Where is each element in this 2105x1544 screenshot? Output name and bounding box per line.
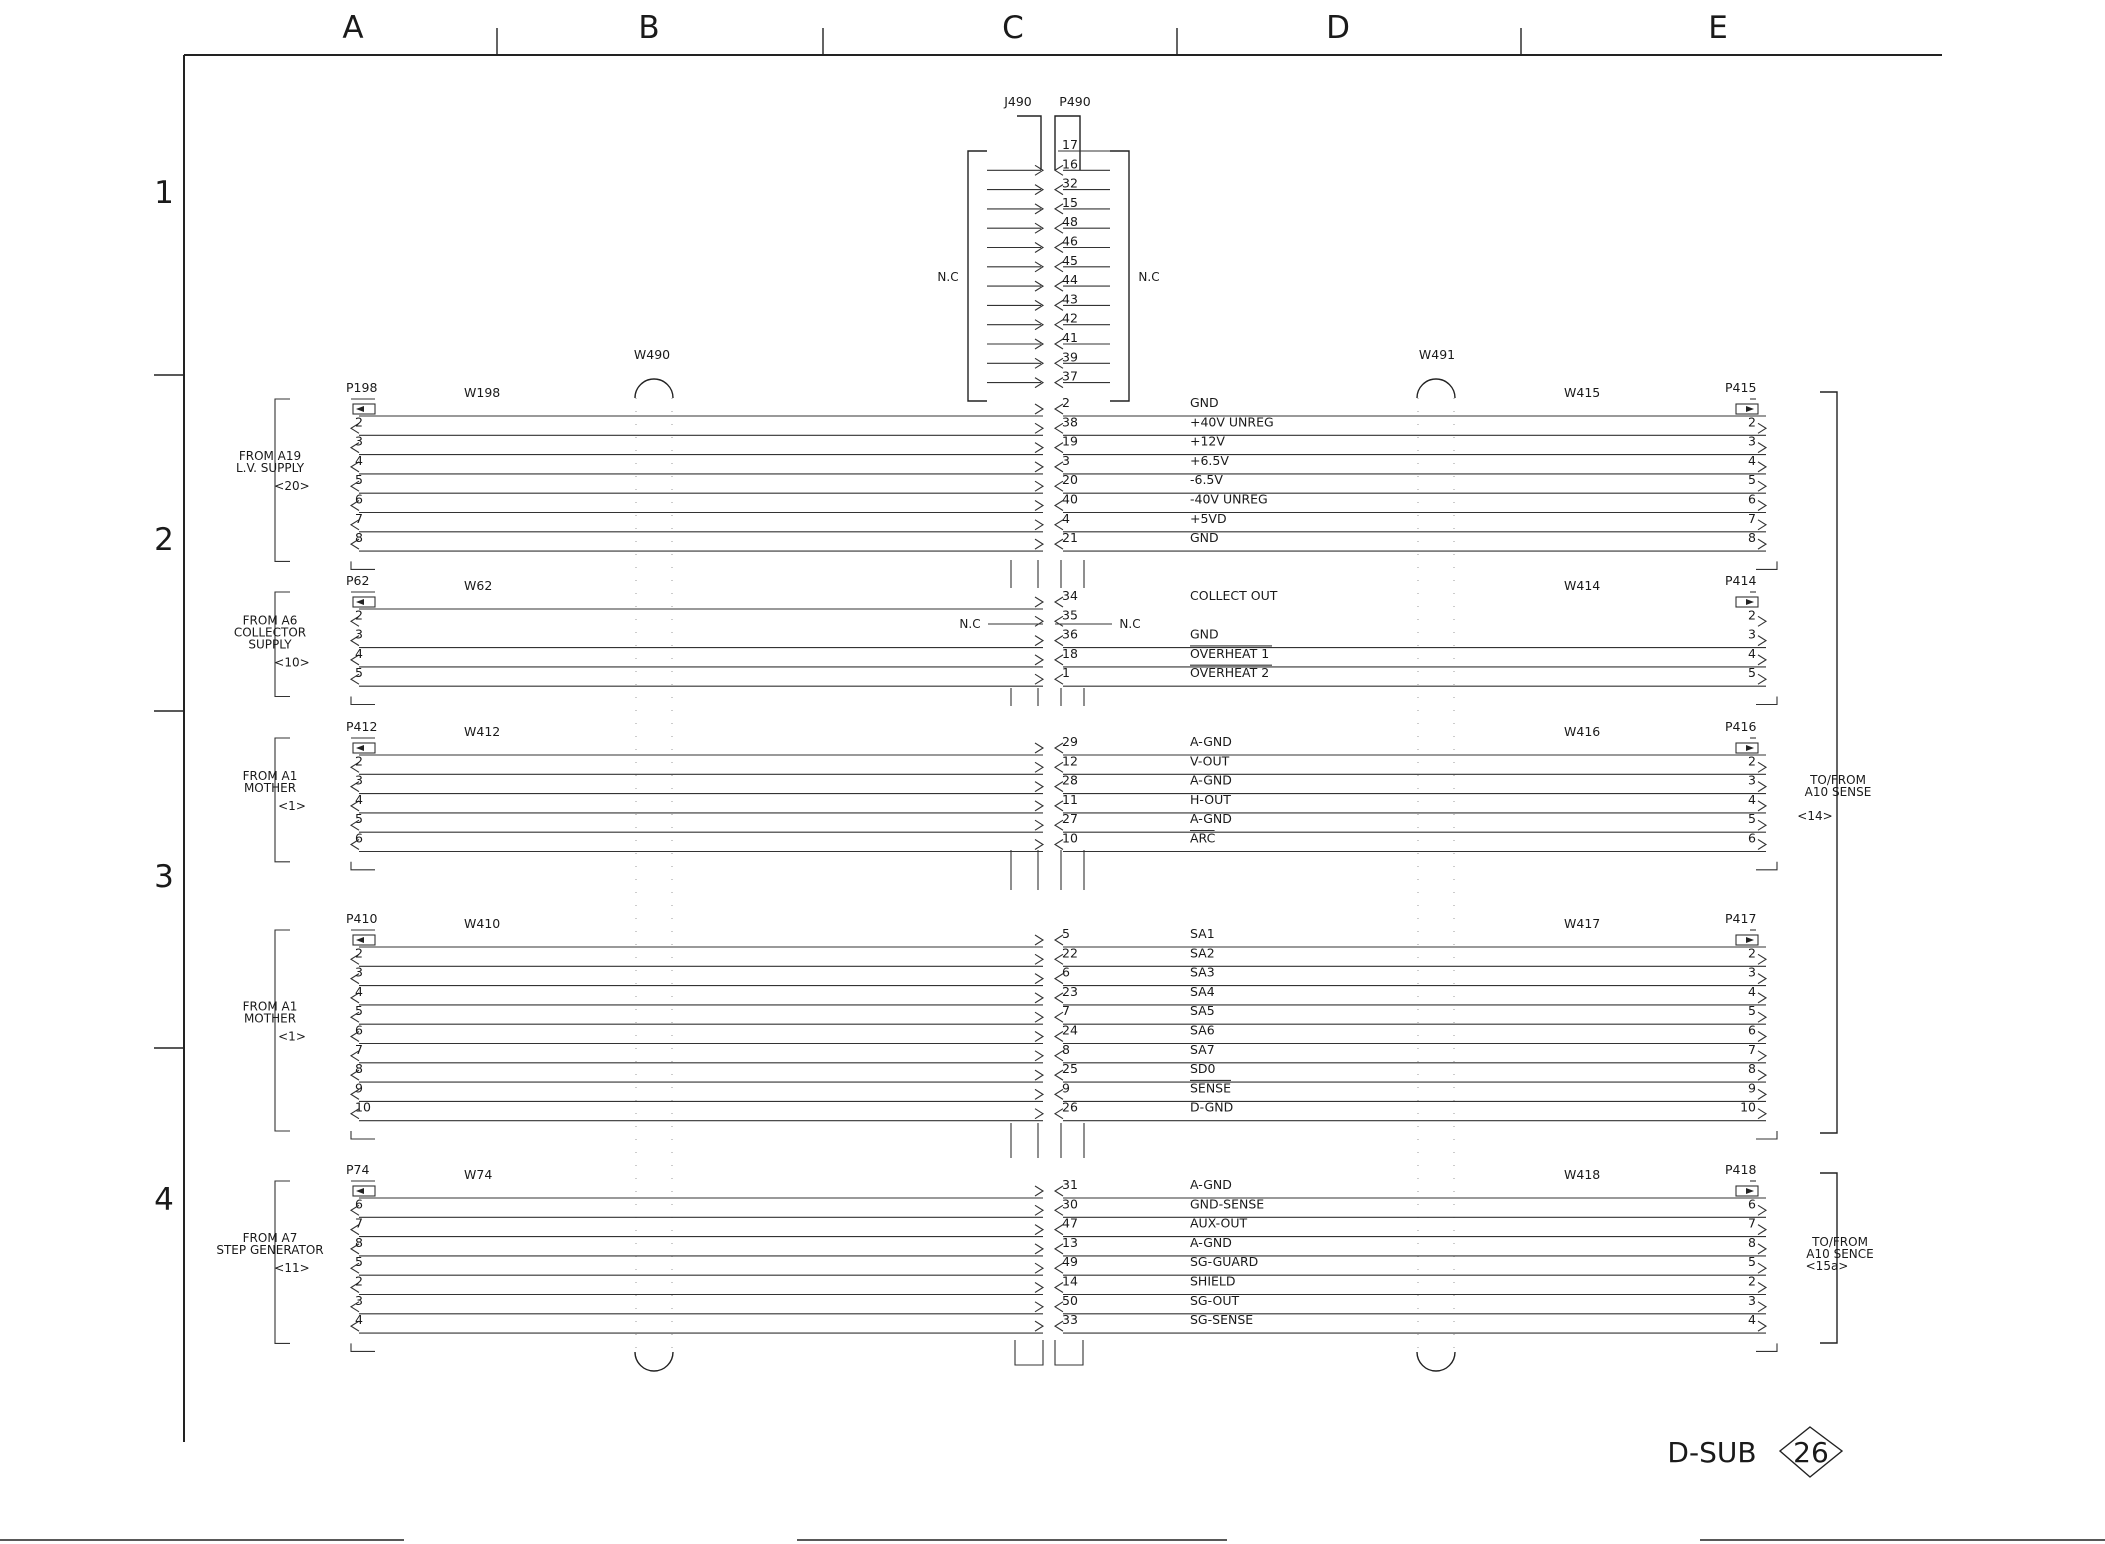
- center-pin-number: 5: [1062, 926, 1070, 941]
- top-pin-number: 16: [1062, 156, 1078, 172]
- center-pin-number: 23: [1062, 983, 1078, 999]
- left-pin-number: 4: [355, 791, 363, 807]
- source-ref-tag: <1>: [278, 1029, 306, 1044]
- right-ref2-line-2: A10 SENCE: [1806, 1247, 1874, 1261]
- wire-row: [351, 1312, 1766, 1333]
- top-pin-row: [987, 330, 1110, 349]
- left-pin-number: 8: [355, 530, 363, 546]
- border-frame: [0, 28, 2105, 1540]
- center-pin-number: 49: [1062, 1254, 1078, 1270]
- wire-row: [351, 1235, 1766, 1256]
- nc-right-label: N.C: [1138, 270, 1160, 284]
- top-pin-row: [987, 369, 1110, 388]
- source-label-line: FROM A1: [242, 768, 298, 783]
- left-pin-number: 3: [355, 433, 363, 449]
- signal-name: SA7: [1190, 1041, 1215, 1057]
- nc-mark-left: N.C: [959, 617, 981, 631]
- right-pin-number: 2: [1748, 945, 1756, 961]
- wire-row: [351, 965, 1766, 986]
- wire-row: [351, 1216, 1766, 1237]
- wire-row: [351, 1196, 1766, 1217]
- right-ref2-line-1: TO/FROM: [1812, 1235, 1868, 1249]
- right-connector-label: P417: [1725, 911, 1757, 926]
- left-connector-label: P198: [346, 380, 378, 395]
- right-pin-number: 7: [1748, 510, 1756, 526]
- left-pin-number: 3: [355, 772, 363, 788]
- wire-row: [351, 530, 1766, 551]
- wire-row: [351, 414, 1766, 435]
- center-pin-number: 8: [1062, 1041, 1070, 1057]
- center-pin-number: 3: [1062, 452, 1070, 468]
- right-pin-number: 5: [1748, 811, 1756, 827]
- center-pin-number: 12: [1062, 753, 1078, 769]
- wire-label: W410: [464, 916, 501, 931]
- wire-row: [351, 492, 1766, 513]
- signal-name: SA3: [1190, 964, 1215, 980]
- footer-title: D-SUB: [1667, 1436, 1757, 1469]
- wire-row: [351, 472, 1766, 493]
- connector-groups: [216, 380, 1777, 1351]
- wire-label: W74: [464, 1167, 493, 1182]
- right-pin-number: 4: [1748, 791, 1756, 807]
- wire-row: [351, 1042, 1766, 1063]
- right-wire-label: W418: [1564, 1167, 1601, 1182]
- column-label-b: B: [638, 10, 660, 46]
- source-label-line: FROM A7: [242, 1231, 298, 1246]
- wire-row: [351, 665, 1766, 686]
- right-pin-number: 7: [1748, 1041, 1756, 1057]
- left-pin-number: 6: [355, 830, 363, 846]
- signal-name: GND: [1190, 395, 1219, 410]
- left-pin-number: 4: [355, 983, 363, 999]
- left-pin-number: 2: [355, 607, 363, 623]
- top-pin-number: 48: [1062, 214, 1078, 230]
- right-connector-label: P418: [1725, 1162, 1757, 1177]
- center-pin-number: 19: [1062, 433, 1078, 449]
- center-pin-number: 35: [1062, 607, 1078, 623]
- signal-name: OVERHEAT 1: [1190, 645, 1270, 661]
- right-pin-number: 5: [1748, 472, 1756, 488]
- right-pin-number: 8: [1748, 1061, 1756, 1077]
- right-pin-number: 6: [1748, 491, 1756, 507]
- left-pin-number: 7: [355, 1215, 363, 1231]
- right-ref-tag: <14>: [1797, 809, 1833, 823]
- right-pin-number: 8: [1748, 1234, 1756, 1250]
- top-pin-number: 39: [1062, 349, 1078, 365]
- right-pin-number: 7: [1748, 1215, 1756, 1231]
- center-pin-number: 6: [1062, 964, 1070, 980]
- group-mother1: [243, 719, 1777, 870]
- left-connector-label: P410: [346, 911, 378, 926]
- right-wire-label: W414: [1564, 578, 1601, 593]
- center-pin-number: 31: [1062, 1177, 1078, 1192]
- wire-row: [353, 1177, 1766, 1198]
- top-pin-number: 43: [1062, 291, 1078, 307]
- signal-name: A-GND: [1190, 734, 1232, 749]
- signal-name: +12V: [1190, 433, 1225, 449]
- wire-row: [353, 588, 1758, 609]
- right-pin-number: 4: [1748, 645, 1756, 661]
- source-label-line: COLLECTOR: [233, 625, 307, 640]
- right-ref-line-1: TO/FROM: [1810, 773, 1866, 787]
- top-pin-row: [987, 156, 1110, 175]
- right-connector-label: P416: [1725, 719, 1757, 734]
- signal-name: H-OUT: [1190, 791, 1231, 807]
- w491-label: W491: [1418, 347, 1456, 362]
- right-pin-number: 2: [1748, 414, 1756, 430]
- signal-name: SG-OUT: [1190, 1292, 1240, 1308]
- signal-name: V-OUT: [1190, 753, 1230, 769]
- signal-name: SHIELD: [1190, 1273, 1236, 1289]
- left-connector-label: P412: [346, 719, 378, 734]
- signal-name: A-GND: [1190, 1234, 1232, 1250]
- center-pin-number: 9: [1062, 1080, 1070, 1096]
- right-ref-line-2: A10 SENSE: [1804, 785, 1872, 799]
- right-pin-number: 9: [1748, 1080, 1756, 1096]
- top-pin-row: [987, 349, 1110, 368]
- left-connector-label: P74: [346, 1162, 370, 1177]
- right-pin-number: 2: [1748, 1273, 1756, 1289]
- row-label-1: 1: [154, 175, 174, 211]
- signal-name: D-GND: [1190, 1099, 1234, 1115]
- left-pin-number: 4: [355, 645, 363, 661]
- wire-row: [351, 627, 1766, 648]
- right-pin-number: 3: [1748, 1292, 1756, 1308]
- left-pin-number: 6: [355, 491, 363, 507]
- signal-name: GND: [1190, 530, 1219, 546]
- center-pin-number: 2: [1062, 395, 1070, 410]
- right-pin-number: 3: [1748, 772, 1756, 788]
- top-pin-list: [987, 137, 1110, 388]
- wire-row: [351, 1023, 1766, 1044]
- signal-name: SA5: [1190, 1003, 1215, 1019]
- right-bracket-sense: [1797, 392, 1871, 1133]
- right-pin-number: 3: [1748, 964, 1756, 980]
- left-pin-number: 5: [355, 1254, 363, 1270]
- center-pin-number: 21: [1062, 530, 1078, 546]
- center-pin-number: 7: [1062, 1003, 1070, 1019]
- center-pin-number: 33: [1062, 1312, 1078, 1328]
- right-pin-number: 3: [1748, 433, 1756, 449]
- top-pin-number: 17: [1062, 137, 1078, 152]
- w490-label: W490: [633, 347, 671, 362]
- left-pin-number: 6: [355, 1022, 363, 1038]
- right-pin-number: 5: [1748, 1003, 1756, 1019]
- row-label-4: 4: [154, 1182, 174, 1218]
- signal-name: +40V UNREG: [1190, 414, 1274, 430]
- wire-row: [351, 811, 1766, 832]
- signal-name: A-GND: [1190, 1177, 1232, 1192]
- wire-label: W412: [464, 724, 501, 739]
- right-pin-number: 4: [1748, 452, 1756, 468]
- wire-row: [353, 395, 1766, 416]
- center-pin-number: 50: [1062, 1292, 1078, 1308]
- top-pin-row: [987, 195, 1110, 214]
- column-label-a: A: [342, 10, 364, 46]
- center-pin-number: 11: [1062, 791, 1078, 807]
- signal-name: -6.5V: [1190, 472, 1223, 488]
- nc-left-label: N.C: [937, 270, 959, 284]
- left-pin-number: 10: [355, 1099, 371, 1115]
- wire-row: [351, 831, 1766, 852]
- right-bracket-sence: [1806, 1173, 1874, 1343]
- right-pin-number: 4: [1748, 1312, 1756, 1328]
- center-pin-number: 13: [1062, 1234, 1078, 1250]
- center-pin-number: 25: [1062, 1061, 1078, 1077]
- top-pin-number: 45: [1062, 252, 1078, 268]
- signal-name: A-GND: [1190, 772, 1232, 788]
- source-label-line: MOTHER: [243, 1011, 297, 1026]
- left-pin-number: 7: [355, 510, 363, 526]
- wire-row: [351, 792, 1766, 813]
- top-pin-number: 32: [1062, 175, 1078, 191]
- wire-row: [351, 984, 1766, 1005]
- top-pin-row: [987, 253, 1110, 272]
- p490-label: P490: [1059, 94, 1091, 109]
- top-pin-number: 42: [1062, 310, 1078, 326]
- right-ref2-line-3: <15a>: [1805, 1259, 1849, 1273]
- signal-name: GND: [1190, 626, 1219, 642]
- footer-page-number: 26: [1793, 1436, 1829, 1469]
- center-pin-number: 34: [1062, 588, 1078, 603]
- column-label-c: C: [1002, 10, 1024, 46]
- left-pin-number: 5: [355, 472, 363, 488]
- left-connector-label: P62: [346, 573, 370, 588]
- signal-name: +6.5V: [1190, 452, 1229, 468]
- right-pin-number: 2: [1748, 607, 1756, 623]
- center-pin-number: 14: [1062, 1273, 1078, 1289]
- right-pin-number: 6: [1748, 1022, 1756, 1038]
- top-pin-row: [987, 214, 1110, 233]
- signal-name: SG-GUARD: [1190, 1254, 1259, 1270]
- left-pin-number: 2: [355, 753, 363, 769]
- left-pin-number: 5: [355, 665, 363, 681]
- center-pin-number: 40: [1062, 491, 1078, 507]
- source-label-line: L.V. SUPPLY: [235, 461, 305, 476]
- center-pin-number: 27: [1062, 811, 1078, 827]
- right-connector-label: P414: [1725, 573, 1757, 588]
- source-label-line: MOTHER: [243, 780, 297, 795]
- center-pin-number: 36: [1062, 626, 1078, 642]
- signal-name: ARC: [1190, 830, 1216, 846]
- center-pin-number: 30: [1062, 1196, 1078, 1212]
- signal-name: SD0: [1190, 1061, 1216, 1077]
- top-pin-row: [987, 291, 1110, 310]
- wire-row: [351, 773, 1766, 794]
- left-pin-number: 3: [355, 626, 363, 642]
- left-pin-number: 8: [355, 1234, 363, 1250]
- wire-row: [351, 1254, 1766, 1275]
- nc-marks: [959, 617, 1140, 631]
- signal-name: SA6: [1190, 1022, 1215, 1038]
- right-pin-number: 8: [1748, 530, 1756, 546]
- left-pin-number: 2: [355, 945, 363, 961]
- center-pin-number: 18: [1062, 645, 1078, 661]
- left-pin-number: 4: [355, 452, 363, 468]
- center-pin-number: 22: [1062, 945, 1078, 961]
- grid-labels: [154, 10, 1728, 1218]
- group-step: [216, 1162, 1777, 1351]
- wire-row: [351, 1100, 1766, 1121]
- signal-name: SG-SENSE: [1190, 1312, 1254, 1328]
- wire-label: W198: [464, 385, 501, 400]
- top-pin-number: 46: [1062, 233, 1078, 249]
- center-pin-number: 1: [1062, 665, 1070, 681]
- right-wire-label: W416: [1564, 724, 1601, 739]
- wire-label: W62: [464, 578, 493, 593]
- signal-name: SA1: [1190, 926, 1215, 941]
- wire-row: [351, 1080, 1766, 1101]
- right-pin-number: 5: [1748, 1254, 1756, 1270]
- right-pin-number: 6: [1748, 830, 1756, 846]
- column-label-e: E: [1708, 10, 1728, 46]
- connector-j490-p490: [937, 94, 1159, 401]
- left-pin-number: 3: [355, 964, 363, 980]
- wire-row: [351, 753, 1766, 774]
- right-pin-number: 6: [1748, 1196, 1756, 1212]
- center-pin-number: 47: [1062, 1215, 1078, 1231]
- wire-row: [351, 453, 1766, 474]
- left-pin-number: 6: [355, 1196, 363, 1212]
- signal-name: +5VD: [1190, 510, 1227, 526]
- group-lv: [236, 380, 1777, 569]
- center-pin-number: 26: [1062, 1099, 1078, 1115]
- top-pin-row: [987, 176, 1110, 195]
- left-pin-number: 9: [355, 1080, 363, 1096]
- wire-row: [351, 1061, 1766, 1082]
- signal-name: AUX-OUT: [1190, 1215, 1248, 1231]
- left-pin-number: 2: [355, 414, 363, 430]
- source-ref-tag: <1>: [278, 798, 306, 813]
- top-pin-number: 41: [1062, 330, 1078, 345]
- top-pin-row: [987, 311, 1110, 330]
- center-pin-number: 38: [1062, 414, 1078, 430]
- center-pin-number: 10: [1062, 830, 1078, 846]
- center-pin-number: 20: [1062, 472, 1078, 488]
- signal-name: A-GND: [1190, 811, 1232, 827]
- right-connector-label: P415: [1725, 380, 1757, 395]
- wire-row: [351, 1293, 1766, 1314]
- j490-label: J490: [1004, 94, 1032, 109]
- signal-name: SA2: [1190, 945, 1215, 961]
- row-label-3: 3: [154, 859, 174, 895]
- source-ref-tag: <11>: [274, 1261, 310, 1276]
- wire-row: [353, 734, 1766, 755]
- signal-name: COLLECT OUT: [1190, 588, 1278, 603]
- top-pin-number: 44: [1062, 272, 1078, 288]
- source-ref-tag: <20>: [274, 479, 310, 494]
- left-pin-number: 7: [355, 1041, 363, 1057]
- nc-mark-right: N.C: [1119, 617, 1141, 631]
- column-label-d: D: [1326, 10, 1350, 46]
- top-pin-number: 15: [1062, 194, 1078, 210]
- source-label-line: SUPPLY: [248, 637, 292, 652]
- left-pin-number: 5: [355, 1003, 363, 1019]
- right-wire-label: W417: [1564, 916, 1601, 931]
- top-pin-number: 37: [1062, 368, 1078, 384]
- wire-row: [351, 1003, 1766, 1024]
- right-pin-number: 5: [1748, 665, 1756, 681]
- left-pin-number: 5: [355, 811, 363, 827]
- signal-name: GND-SENSE: [1190, 1196, 1265, 1212]
- right-pin-number: 10: [1740, 1099, 1756, 1115]
- top-pin-row: [987, 272, 1110, 291]
- wire-row: [353, 926, 1766, 947]
- center-pin-number: 28: [1062, 772, 1078, 788]
- wire-row: [351, 511, 1766, 532]
- group-mother2: [243, 911, 1777, 1139]
- source-label-line: FROM A19: [238, 449, 302, 464]
- center-pin-number: 29: [1062, 734, 1078, 749]
- top-pin-row: [987, 234, 1110, 253]
- right-pin-number: 2: [1748, 753, 1756, 769]
- row-label-2: 2: [154, 522, 174, 558]
- signal-name: -40V UNREG: [1190, 491, 1268, 507]
- wire-row: [351, 945, 1766, 966]
- right-pin-number: 3: [1748, 626, 1756, 642]
- signal-name: SA4: [1190, 983, 1215, 999]
- right-wire-label: W415: [1564, 385, 1601, 400]
- signal-name: OVERHEAT 2: [1190, 665, 1270, 681]
- left-pin-number: 2: [355, 1273, 363, 1289]
- left-pin-number: 8: [355, 1061, 363, 1077]
- source-label-line: FROM A6: [242, 613, 298, 628]
- source-ref-tag: <10>: [274, 655, 310, 670]
- wire-row: [351, 646, 1766, 667]
- left-pin-number: 4: [355, 1312, 363, 1328]
- signal-name: SENSE: [1190, 1080, 1232, 1096]
- top-pin-row: [1058, 137, 1110, 152]
- right-pin-number: 4: [1748, 983, 1756, 999]
- group-coll: [234, 573, 1777, 705]
- center-pin-number: 4: [1062, 510, 1070, 526]
- source-label-line: STEP GENERATOR: [216, 1243, 324, 1258]
- wire-row: [351, 1274, 1766, 1295]
- footer: [1667, 1427, 1842, 1477]
- wire-row: [351, 434, 1766, 455]
- left-pin-number: 3: [355, 1292, 363, 1308]
- center-pin-number: 24: [1062, 1022, 1078, 1038]
- source-label-line: FROM A1: [242, 999, 298, 1014]
